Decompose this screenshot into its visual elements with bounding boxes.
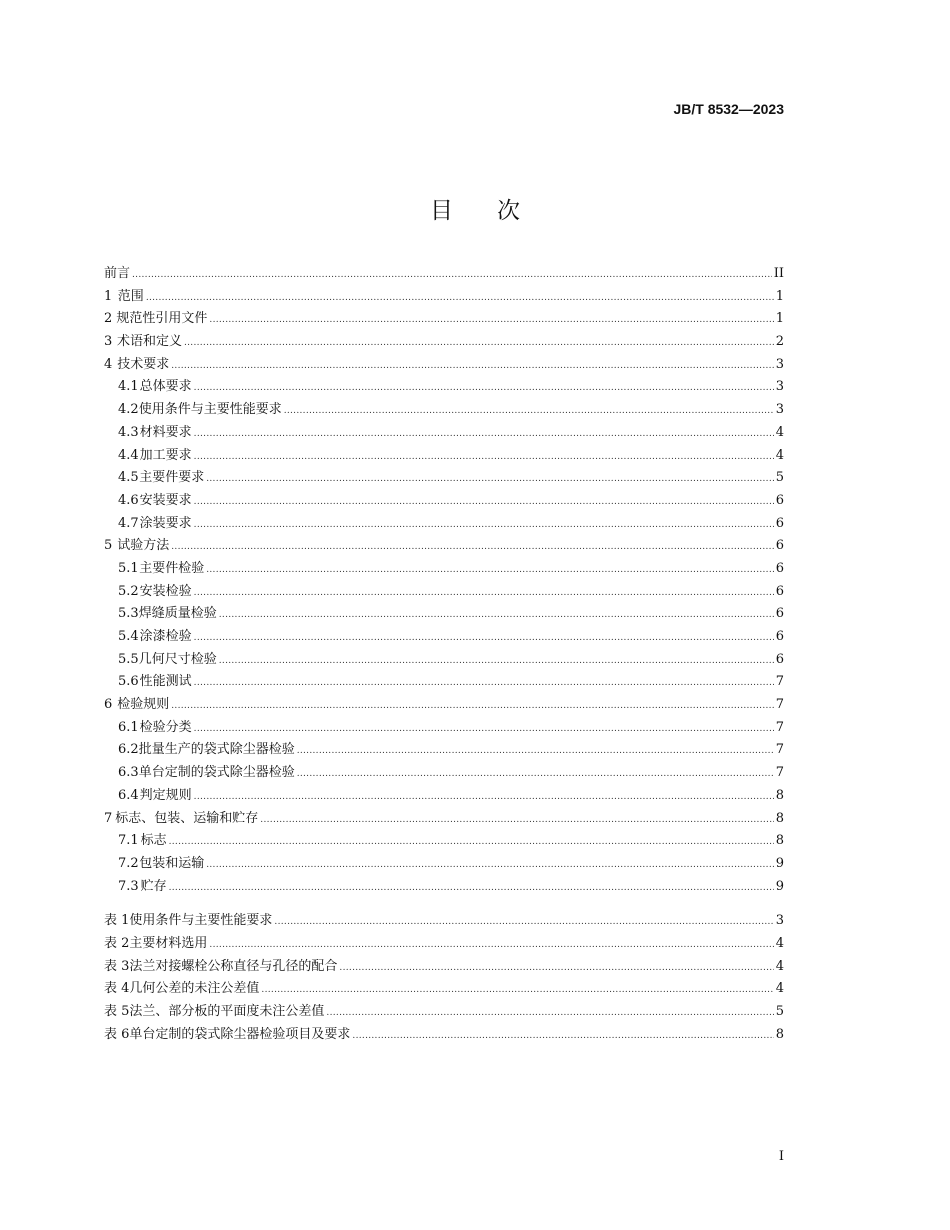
entry-page-number: 7 (775, 719, 784, 735)
entry-page-number: II (773, 266, 784, 281)
entry-page-number: 3 (775, 913, 784, 929)
entry-page-number: 4 (775, 958, 784, 974)
dot-leader (194, 788, 774, 803)
entry-number: 4.1 (118, 379, 139, 395)
entry-page-number: 7 (775, 742, 784, 758)
toc-divider-gap (104, 897, 784, 909)
dot-leader (209, 311, 773, 326)
dot-leader (169, 879, 774, 894)
entry-page-number: 9 (775, 855, 784, 871)
entry-number: 5 (104, 538, 113, 554)
page-number: I (778, 1149, 784, 1164)
entry-label: 前言 (104, 266, 131, 281)
toc-entry[interactable] (104, 693, 784, 716)
toc-entry[interactable] (104, 353, 784, 376)
dot-leader (261, 981, 773, 996)
entry-label: 试验方法 (117, 538, 170, 554)
entry-label: 包装和运输 (139, 855, 205, 871)
entry-label: 使用条件与主要性能要求 (138, 402, 282, 418)
dot-leader (194, 493, 774, 508)
entry-page-number: 6 (775, 629, 784, 644)
entry-number: 7 (104, 810, 113, 826)
entry-label: 性能测试 (139, 674, 192, 690)
dot-leader (206, 561, 774, 576)
entry-page-number: 4 (775, 447, 784, 463)
entry-number: 5.2 (118, 583, 139, 599)
dot-leader (132, 266, 772, 281)
entry-number: 表 5 (104, 1004, 130, 1019)
toc-entry[interactable] (104, 421, 784, 444)
entry-number: 5.6 (118, 674, 139, 690)
entry-number: 表 1 (104, 913, 130, 929)
entry-label: 涂装要求 (139, 515, 192, 531)
entry-number: 7.2 (118, 855, 139, 871)
toc-entry[interactable] (104, 375, 784, 398)
table-of-contents (104, 262, 784, 1045)
table-list-entry[interactable] (104, 932, 784, 955)
entry-page-number: 6 (775, 492, 784, 508)
entry-number: 6.2 (118, 742, 139, 758)
toc-entry[interactable] (104, 489, 784, 512)
entry-page-number: 2 (775, 334, 784, 350)
dot-leader (194, 584, 774, 599)
toc-section-list (104, 262, 784, 897)
toc-entry[interactable] (104, 285, 784, 308)
table-list-entry[interactable] (104, 1023, 784, 1046)
entry-label: 使用条件与主要性能要求 (129, 913, 273, 929)
dot-leader (260, 811, 773, 826)
entry-label: 总体要求 (139, 379, 192, 395)
entry-page-number: 8 (775, 1026, 784, 1042)
entry-page-number: 7 (775, 674, 784, 690)
entry-number: 4.3 (118, 424, 139, 440)
dot-leader (194, 379, 774, 394)
entry-label: 标志、包装、运输和贮存 (115, 810, 259, 826)
entry-number: 7.1 (118, 833, 139, 849)
entry-label: 安装检验 (139, 583, 192, 599)
entry-number: 5.3 (118, 606, 139, 622)
toc-entry[interactable] (104, 875, 784, 898)
entry-label: 标志 (140, 833, 167, 849)
entry-label: 单台定制的袋式除尘器检验 (138, 765, 295, 781)
entry-number: 表 3 (104, 958, 130, 974)
entry-page-number: 4 (775, 935, 784, 951)
entry-label: 几何尺寸检验 (138, 651, 217, 667)
entry-label: 焊缝质量检验 (138, 606, 217, 622)
entry-label: 几何公差的未注公差值 (129, 981, 260, 997)
entry-number: 5.1 (118, 560, 139, 576)
toc-entry[interactable] (104, 738, 784, 761)
entry-number: 7.3 (118, 878, 139, 894)
entry-label: 主要材料选用 (129, 935, 208, 951)
toc-table-list (104, 909, 784, 1045)
entry-number: 4.5 (118, 470, 139, 486)
entry-page-number: 3 (775, 402, 784, 418)
toc-entry[interactable] (104, 398, 784, 421)
entry-label: 主要件检验 (139, 560, 205, 576)
toc-entry[interactable] (104, 670, 784, 693)
table-list-entry[interactable] (104, 909, 784, 932)
entry-number: 表 4 (104, 981, 130, 997)
page-title: 目次 (430, 198, 564, 224)
entry-label: 安装要求 (139, 492, 192, 508)
entry-page-number: 5 (775, 1004, 784, 1019)
entry-page-number: 7 (775, 765, 784, 781)
dot-leader (194, 516, 774, 531)
dot-leader (184, 334, 774, 349)
entry-label: 涂漆检验 (139, 629, 192, 644)
toc-entry[interactable] (104, 262, 784, 285)
entry-number: 3 (104, 334, 113, 350)
entry-number: 6 (104, 697, 113, 713)
entry-number: 6.1 (118, 719, 139, 735)
toc-entry[interactable] (104, 466, 784, 489)
entry-label: 批量生产的袋式除尘器检验 (138, 742, 295, 758)
dot-leader (274, 913, 773, 928)
entry-page-number: 3 (775, 356, 784, 372)
entry-page-number: 7 (775, 697, 784, 713)
entry-number: 5.4 (118, 629, 139, 644)
dot-leader (339, 959, 773, 974)
toc-entry[interactable] (104, 625, 784, 648)
dot-leader (297, 765, 774, 780)
entry-label: 加工要求 (139, 447, 192, 463)
entry-page-number: 6 (775, 651, 784, 667)
entry-page-number: 5 (775, 470, 784, 486)
toc-entry[interactable] (104, 512, 784, 535)
entry-page-number: 4 (775, 981, 784, 997)
toc-entry[interactable] (104, 716, 784, 739)
dot-leader (169, 833, 774, 848)
dot-leader (284, 402, 774, 417)
entry-page-number: 3 (775, 379, 784, 395)
entry-label: 范围 (117, 288, 144, 304)
dot-leader (352, 1027, 773, 1042)
dot-leader (194, 674, 774, 689)
entry-page-number: 4 (775, 424, 784, 440)
entry-page-number: 1 (775, 288, 784, 304)
entry-number: 4.6 (118, 492, 139, 508)
entry-number: 2 (104, 311, 113, 327)
entry-label: 单台定制的袋式除尘器检验项目及要求 (129, 1026, 351, 1042)
dot-leader (171, 538, 773, 553)
entry-label: 检验规则 (117, 697, 170, 713)
dot-leader (194, 425, 774, 440)
table-list-entry[interactable] (104, 1000, 784, 1023)
toc-entry[interactable] (104, 534, 784, 557)
toc-entry[interactable] (104, 807, 784, 830)
entry-page-number: 6 (775, 538, 784, 554)
entry-page-number: 1 (775, 311, 784, 327)
entry-label: 技术要求 (117, 356, 170, 372)
toc-entry[interactable] (104, 648, 784, 671)
entry-label: 法兰、部分板的平面度未注公差值 (129, 1004, 325, 1019)
toc-entry[interactable] (104, 307, 784, 330)
dot-leader (194, 720, 774, 735)
entry-number: 1 (104, 288, 113, 304)
dot-leader (171, 357, 773, 372)
entry-page-number: 8 (775, 833, 784, 849)
entry-label: 术语和定义 (116, 334, 182, 350)
dot-leader (171, 697, 773, 712)
entry-page-number: 6 (775, 606, 784, 622)
entry-number: 6.3 (118, 765, 139, 781)
toc-entry[interactable] (104, 852, 784, 875)
toc-entry[interactable] (104, 557, 784, 580)
entry-label: 材料要求 (139, 424, 192, 440)
dot-leader (194, 448, 774, 463)
entry-number: 4.7 (118, 515, 139, 531)
dot-leader (194, 629, 774, 644)
entry-page-number: 6 (775, 583, 784, 599)
table-list-entry[interactable] (104, 977, 784, 1000)
dot-leader (206, 470, 774, 485)
standard-code: JB/T 8532—2023 (673, 101, 784, 117)
toc-entry[interactable] (104, 784, 784, 807)
dot-leader (206, 856, 774, 871)
toc-entry[interactable] (104, 444, 784, 467)
table-list-entry[interactable] (104, 955, 784, 978)
entry-number: 4 (104, 356, 113, 372)
entry-number: 4.4 (118, 447, 139, 463)
toc-entry[interactable] (104, 602, 784, 625)
entry-page-number: 6 (775, 560, 784, 576)
entry-page-number: 8 (775, 810, 784, 826)
dot-leader (219, 652, 774, 667)
entry-number: 4.2 (118, 402, 139, 418)
dot-leader (297, 742, 774, 757)
entry-label: 判定规则 (139, 787, 192, 803)
entry-number: 5.5 (118, 651, 139, 667)
toc-entry[interactable] (104, 761, 784, 784)
toc-entry[interactable] (104, 330, 784, 353)
dot-leader (326, 1004, 773, 1019)
entry-label: 贮存 (140, 878, 167, 894)
entry-label: 法兰对接螺栓公称直径与孔径的配合 (129, 958, 338, 974)
entry-number: 6.4 (118, 787, 139, 803)
entry-page-number: 6 (775, 515, 784, 531)
dot-leader (146, 289, 774, 304)
toc-entry[interactable] (104, 829, 784, 852)
entry-number: 表 6 (104, 1026, 130, 1042)
dot-leader (209, 936, 773, 951)
dot-leader (219, 606, 774, 621)
entry-label: 检验分类 (139, 719, 192, 735)
entry-number: 表 2 (104, 935, 130, 951)
entry-page-number: 9 (775, 878, 784, 894)
entry-label: 规范性引用文件 (116, 311, 208, 327)
toc-entry[interactable] (104, 580, 784, 603)
entry-page-number: 8 (775, 787, 784, 803)
entry-label: 主要件要求 (139, 470, 205, 486)
